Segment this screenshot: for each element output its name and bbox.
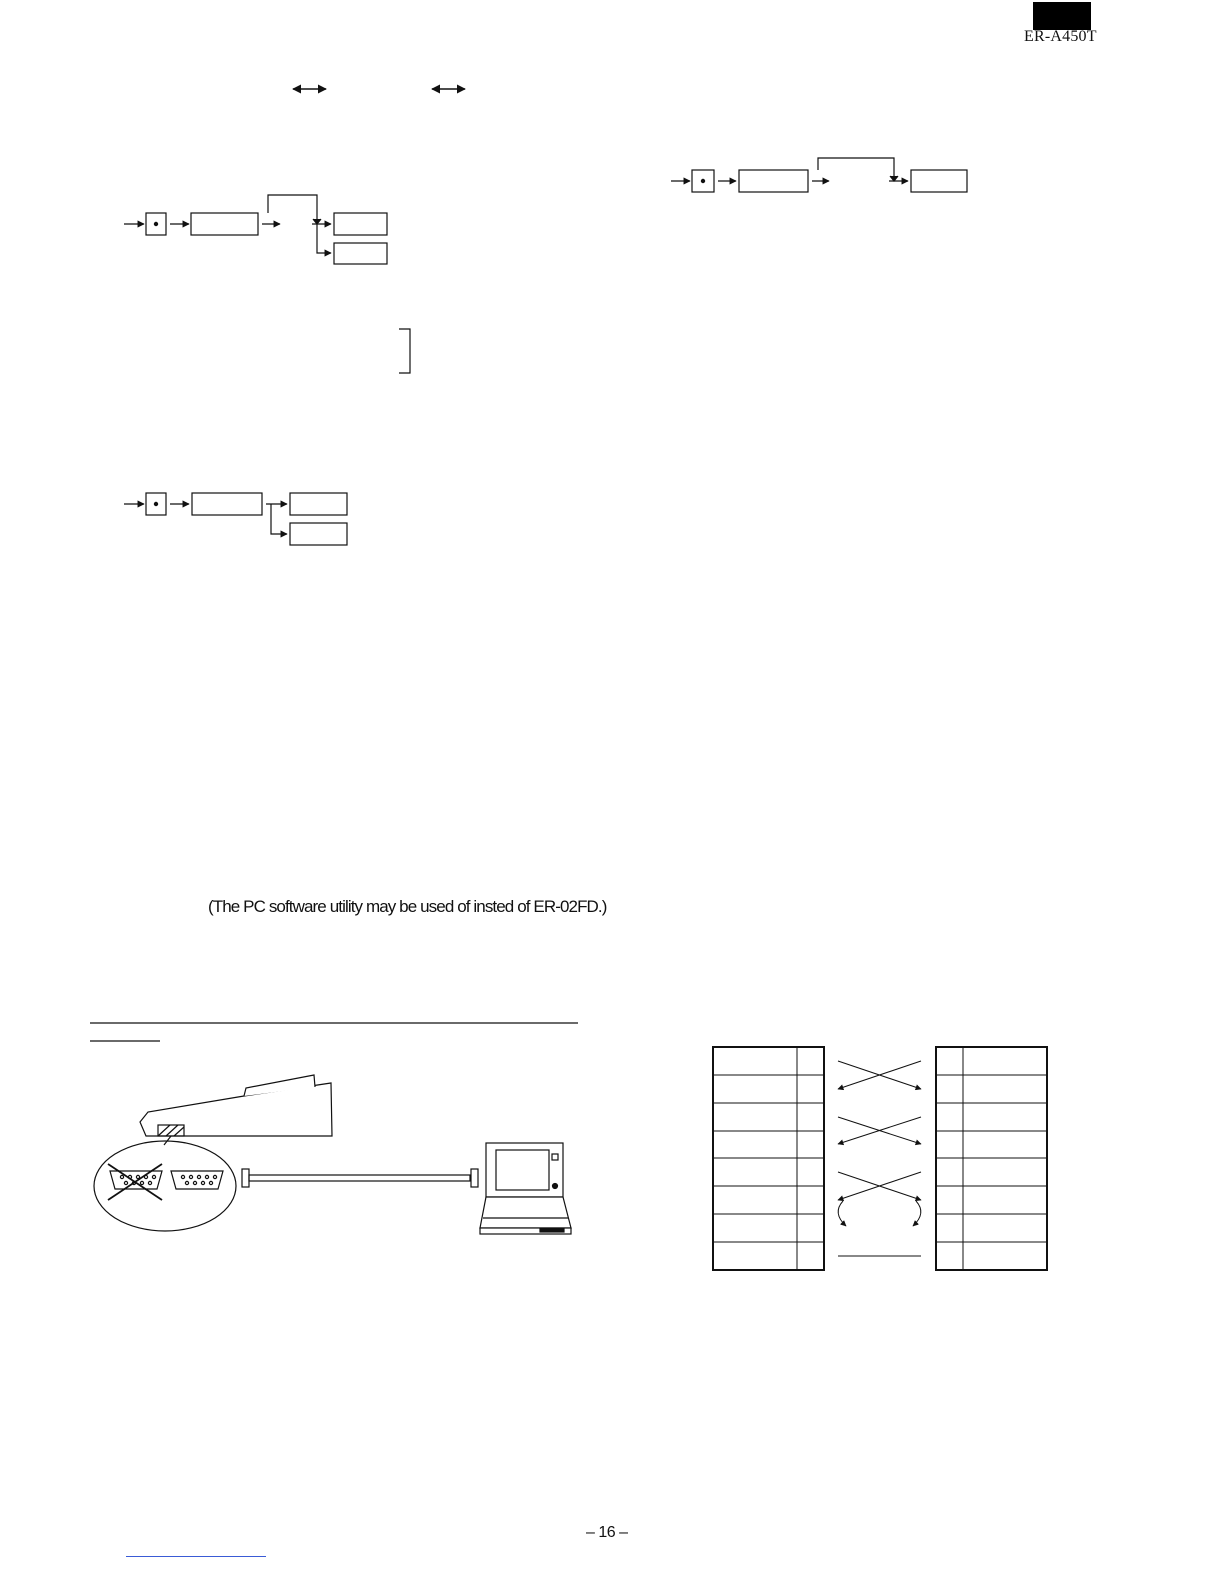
wiring-table-right	[936, 1047, 1047, 1270]
db9-connector-icon	[108, 1164, 162, 1200]
laptop-icon	[480, 1143, 571, 1234]
connector-zoom	[94, 1141, 236, 1231]
pos-terminal-icon	[140, 1075, 332, 1145]
db9-connector-icon	[171, 1171, 223, 1189]
pc-utility-note: (The PC software utility may be used of insted of ER-02FD.)	[208, 897, 607, 916]
model-name: ER-A450T	[1024, 28, 1097, 45]
wiring-table-left	[713, 1047, 824, 1270]
page-number: – 16 –	[586, 1524, 628, 1541]
serial-cable	[242, 1169, 478, 1187]
footer-link[interactable]	[126, 1556, 266, 1557]
flow-diagram-3	[671, 158, 967, 192]
flow-diagram-2	[124, 493, 347, 545]
cross-wires	[838, 1061, 921, 1256]
flow-diagram-1	[124, 195, 387, 264]
